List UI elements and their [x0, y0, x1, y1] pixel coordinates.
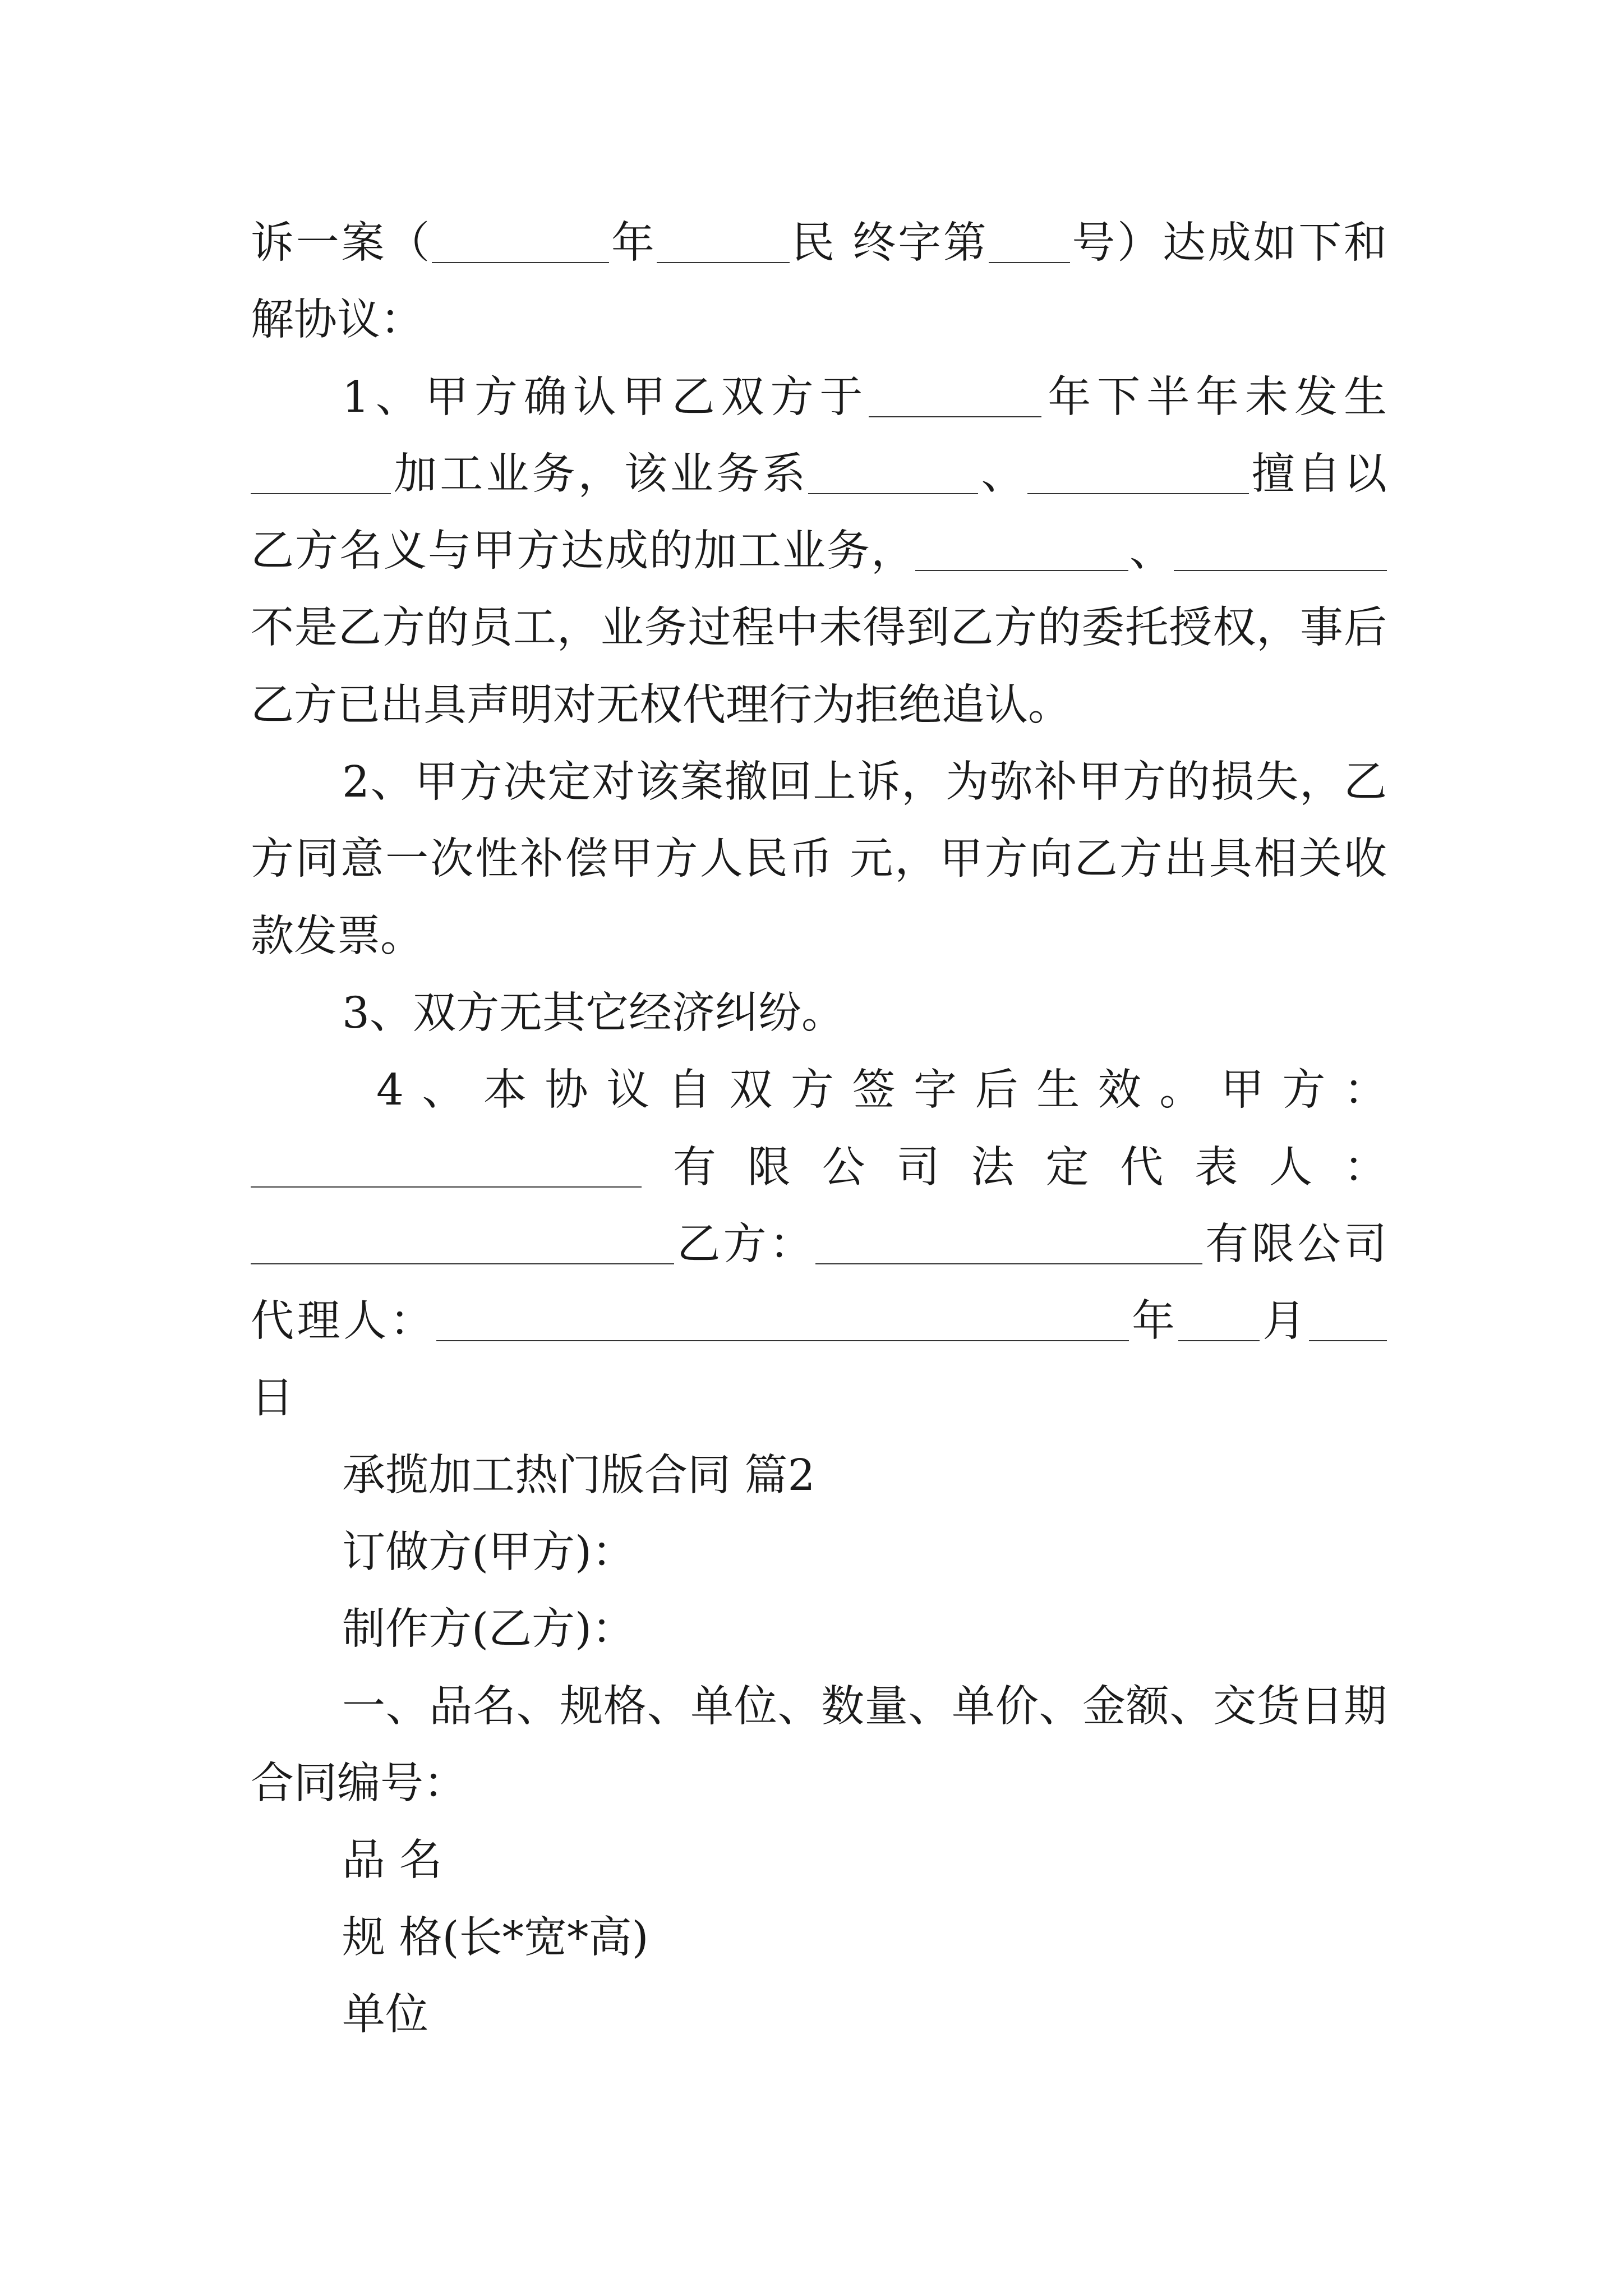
line-text: 加工业务，该业务系 — [391, 449, 809, 499]
line-text: 乙方名义与甲方达成的加工业务， — [251, 526, 915, 577]
line-text: 有限公司法定代表人： — [642, 1142, 1387, 1193]
blank-field — [915, 570, 1128, 571]
doc-line-11 — [251, 975, 1387, 1052]
line-text: 代理人： — [251, 1296, 436, 1347]
blank-field — [251, 1186, 642, 1188]
line-text: 有限公司 — [1202, 1219, 1387, 1269]
line-text: 单位 — [342, 1989, 428, 2040]
blank-field — [432, 262, 609, 263]
line-text: 4、本协议自双方签字后生效。甲方： — [376, 1065, 1387, 1116]
line-text: 号）达成如下和 — [1069, 218, 1387, 268]
blank-field — [657, 262, 790, 263]
doc-line-9 — [251, 821, 1387, 898]
doc-line-5 — [251, 513, 1387, 590]
doc-line-6 — [251, 590, 1387, 666]
line-text: 擅自以 — [1248, 449, 1387, 499]
blank-field — [251, 493, 391, 494]
doc-line-1 — [251, 205, 1387, 282]
doc-line-4 — [251, 436, 1387, 513]
line-text: 一、品名、规格、单位、数量、单价、金额、交货日期 — [342, 1681, 1387, 1732]
doc-line-2 — [251, 282, 1387, 358]
doc-line-10 — [251, 898, 1387, 975]
doc-line-23 — [251, 1899, 1387, 1976]
blank-field — [1309, 1340, 1387, 1341]
doc-line-21 — [251, 1745, 1387, 1822]
line-text: 月 — [1259, 1296, 1309, 1347]
line-text: 日 — [251, 1373, 294, 1424]
document-body — [251, 205, 1387, 2053]
line-text: 订做方(甲方)： — [342, 1527, 635, 1578]
section-heading: 承揽加工热门版合同 篇2 — [342, 1450, 815, 1501]
line-text: 乙方已出具声明对无权代理行为拒绝追认。 — [251, 680, 1071, 730]
line-text: 民 终字第 — [789, 218, 989, 268]
doc-line-24 — [251, 1976, 1387, 2053]
blank-field — [815, 1263, 1202, 1264]
doc-line-3 — [251, 359, 1387, 436]
blank-field — [808, 493, 978, 494]
line-text: 1、甲方确认甲乙双方于 — [342, 372, 869, 422]
doc-line-16 — [251, 1360, 1387, 1437]
blank-field — [1174, 570, 1387, 571]
line-text: 制作方(乙方)： — [342, 1604, 635, 1655]
blank-field — [1027, 493, 1249, 494]
doc-line-15 — [251, 1283, 1387, 1360]
doc-line-14 — [251, 1206, 1387, 1283]
line-text: 年下半年未发生 — [1041, 372, 1387, 422]
line-text: 、 — [978, 449, 1027, 499]
doc-line-12 — [251, 1052, 1387, 1129]
blank-field — [869, 416, 1041, 417]
line-text: 诉一案（ — [251, 218, 432, 268]
doc-line-7 — [251, 667, 1387, 744]
blank-field — [1178, 1340, 1260, 1341]
line-text: 合同编号： — [251, 1758, 467, 1809]
line-text: 款发票。 — [251, 911, 423, 961]
line-text: 、 — [1128, 526, 1174, 577]
doc-line-19 — [251, 1591, 1387, 1668]
line-text: 规 格(长*宽*高) — [342, 1912, 649, 1963]
line-text: 2、甲方决定对该案撤回上诉，为弥补甲方的损失，乙 — [342, 757, 1387, 808]
doc-line-20 — [251, 1668, 1387, 1745]
line-text: 3、双方无其它经济纠纷。 — [342, 988, 845, 1038]
doc-line-18 — [251, 1514, 1387, 1591]
line-text: 乙方： — [674, 1219, 815, 1269]
line-text: 年 — [609, 218, 657, 268]
doc-line-17 — [251, 1437, 1387, 1514]
line-text: 年 — [1128, 1296, 1178, 1347]
doc-line-22 — [251, 1822, 1387, 1899]
line-text: 解协议： — [251, 295, 423, 346]
blank-field — [436, 1340, 1129, 1341]
doc-line-8 — [251, 744, 1387, 821]
line-text: 方同意一次性补偿甲方人民币 元，甲方向乙方出具相关收 — [251, 834, 1387, 885]
line-text: 品 名 — [342, 1835, 442, 1886]
blank-field — [989, 262, 1070, 263]
blank-field — [251, 1263, 674, 1264]
line-text: 不是乙方的员工，业务过程中未得到乙方的委托授权，事后 — [251, 603, 1387, 654]
doc-line-13 — [251, 1129, 1387, 1206]
